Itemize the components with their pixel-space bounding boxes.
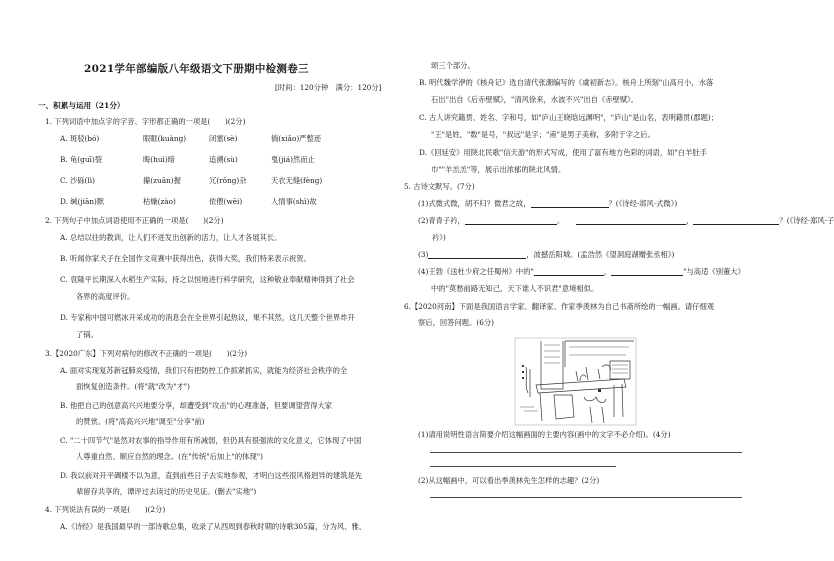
q5-1-line <box>418 199 677 208</box>
q3-c-1: C. "二十四节气"是然对农事的指导作用有所减弱，但仍具有很强浓的文化意义，它体现了中国 <box>60 436 362 445</box>
q5-2-source: ？(《诗经·郑风·子 <box>779 216 834 225</box>
q5-2-blank-2[interactable] <box>576 217 686 225</box>
q1-d-2: 枯燥(zào) <box>143 197 176 206</box>
q2-d-2: 了锅。 <box>76 330 98 339</box>
q2-c-1: C. 袁隆平长期深入水稻生产实际，持之以恒地进行科学研究，这种敬业奉献精神得到了社会 <box>60 275 355 284</box>
q5-2-line <box>418 216 834 225</box>
q1-c-2: 攥(zuān)握 <box>143 176 181 185</box>
q4-c-2: "王"是姓，"数"是号，"叔远"是字；"甫"是男子美称，多附于字之后。 <box>431 130 655 139</box>
q3-d-1: D. 我以前对开平碉楼不以为意，直到前些日子去实地参观，才明白这些很风格迥异的建筑是先 <box>60 471 363 480</box>
q4-d-2: 巾""羊羔羔"等，展示出浓郁的陕北风情。 <box>431 165 566 174</box>
page-title: 2021学年部编版八年级语文下册期中检测卷三 <box>84 63 309 75</box>
q1-a-1: A. 斑驳(bó) <box>60 134 100 143</box>
q2-c-2: 各界的高度评价。 <box>76 292 135 301</box>
q4-stem: 4. 下列说法有误的一项是( )(2分) <box>45 505 166 514</box>
q4-c-1: C. 古人讲究籍贯、姓名、字和号，如"庐山王晓晗远渊明"，"庐山"是山名，表明籍贯(郡题)； <box>419 113 719 122</box>
q5-4-cont: 中的"莫愁前路无知己，天下谁人不识君"意境相似。 <box>431 284 599 293</box>
q5-1-prompt: (1)式微式微，胡不归？微君之故， <box>418 199 531 208</box>
q3-a-2: 面恢复创造条件。(将"就"改为"才") <box>76 382 190 391</box>
q1-d-3: 依偎(wēi) <box>209 197 243 206</box>
q2-d-1: D. 专家称中国可燃冰开采成功的消息会在全世界引起热议，果不其然，这几天整个世界炸开 <box>60 313 355 322</box>
q4-a-continued: 颂三个部分。 <box>431 61 475 70</box>
q1-a-3: 闭塞(sè) <box>209 134 238 143</box>
study-sketch-image <box>514 337 637 426</box>
q5-1-source: ？(《诗经·邶风·式微》) <box>608 199 678 208</box>
q5-4-blank-1[interactable] <box>534 268 604 276</box>
q3-c-2: 人尊重自然、顺应自然的理念。(在"传统"后加上"的体现") <box>76 452 263 461</box>
q5-3-text: ，波撼岳阳城。(孟浩然《望洞庭湖赠张丞相》) <box>526 250 675 259</box>
q1-c-1: C. 沙砾(lì) <box>60 176 95 185</box>
q5-4-blank-2[interactable] <box>611 268 683 276</box>
q2-a: A. 总结以往的教训，让人们不进发出创新的活力，让人才各展其长。 <box>60 233 282 242</box>
q4-d-1: D.《回延安》用陕北民歌"信天游"的形式写成，使用了富有地方色彩的词语，如"白羊肚手 <box>419 148 707 157</box>
q5-4-line <box>418 267 745 276</box>
section-heading: 一、积累与运用（21分） <box>38 101 125 110</box>
q5-2-source-end: 衿》) <box>432 233 446 242</box>
q3-b-1: B. 他把自己的创意高兴兴地要分享，却遭受到"攻击"的心理准备，但要调望营得大家 <box>60 401 333 410</box>
q4-a: A.《诗经》是我国最早的一部诗歌总集，收录了从西周到春秋时期的诗歌305篇，分为风、雅、 <box>60 522 367 531</box>
q5-2-prompt: (2)青青子衿， <box>418 216 465 225</box>
q6-stem-2: 察后，回答问题。(6分) <box>418 318 495 327</box>
q5-2-blank-3[interactable] <box>693 217 779 225</box>
q2-b: B. 听闻你家犬子在全国作文竞赛中获得出色，获得大奖，我们特来表示祝贺。 <box>60 254 311 263</box>
q6-1-answer-line-2[interactable] <box>430 466 616 467</box>
q3-stem: 3.【2020广东】下列对病句的修改不正确的一项是( )(2分) <box>45 349 248 358</box>
q1-b-1: B. 龟(guī)裂 <box>60 155 102 164</box>
q1-b-3: 追溯(sù) <box>209 155 238 164</box>
time-info: [时间：120分钟 满分：120分] <box>275 83 382 92</box>
q5-2-punct-2: ， <box>686 216 694 225</box>
q1-d-1: D. 缄(jiān)默 <box>60 197 105 206</box>
q5-1-blank[interactable] <box>531 200 609 208</box>
q6-1-question: (1)请用说明性语言简要介绍这幅画面的主要内容(画中的文字不必介绍)。(4分) <box>418 430 671 439</box>
q3-b-2: 的赞赏。(将"高高兴兴地"调至"分享"前) <box>76 417 205 426</box>
q1-stem: 1. 下列词语中加点字的字音、字形都正确的一项是( )(2分) <box>45 117 246 126</box>
q5-3-blank[interactable] <box>428 251 526 259</box>
q2-stem: 2. 下列句子中加点词语使用不正确的一项是( )(2分) <box>45 216 224 225</box>
q5-4-prompt: (4)王勃《送杜少府之任蜀州》中的" <box>418 267 534 276</box>
q5-stem: 5. 古诗文默写。(7分) <box>404 182 475 191</box>
q4-b-1: B. 明代魏学洢的《核舟记》选自清代张潮编写的《虞初新志》。核舟上所刻"山高月小，水落 <box>419 78 714 87</box>
q3-d-2: 辈留存共享的，谭评过去读过的历史见证。(删去"实地") <box>76 487 257 496</box>
q1-c-4: 天衣无缝(fèng) <box>271 176 323 185</box>
q4-b-2: 石出"出自《后赤壁赋》，"清风徐来，水波不兴"出自《赤壁赋》。 <box>431 95 639 104</box>
q5-2-blank-1[interactable] <box>465 217 557 225</box>
q5-4-comma: ， <box>603 267 612 276</box>
q6-stem-1: 6.【2020河南】下面是我国语言学家、翻译家、作家季羡林为自己书斋所绘的一幅画。请仔细观 <box>404 302 715 311</box>
q5-3-line <box>418 250 674 259</box>
q1-b-2: 晦(huì)暗 <box>143 155 176 164</box>
q1-c-3: 冗(rǒng)杂 <box>209 176 247 185</box>
q1-b-4: 戛(jiá)然而止 <box>271 155 315 164</box>
q3-a-1: A. 面对实现复苏新冠肺炎疫情，我们只有把防控工作抓紧抓实，就能为经济社会秩序的全 <box>60 366 348 375</box>
q6-1-answer-line-1[interactable] <box>430 452 742 453</box>
q6-2-answer-line[interactable] <box>430 497 742 498</box>
q1-a-2: 眼眶(kuàng) <box>143 134 187 143</box>
q1-d-4: 人情事(shì)故 <box>271 197 317 206</box>
q5-2-punct-1: 。 <box>556 216 565 225</box>
q6-2-question: (2)从这幅画中，可以看出季羡林先生怎样的志趣？(2分) <box>418 476 600 485</box>
q1-a-4: 徜(xiǎo)严整迹 <box>271 134 322 143</box>
q5-3-number: (3) <box>418 250 429 259</box>
q5-4-source: "与高适《别董大》 <box>683 267 745 276</box>
